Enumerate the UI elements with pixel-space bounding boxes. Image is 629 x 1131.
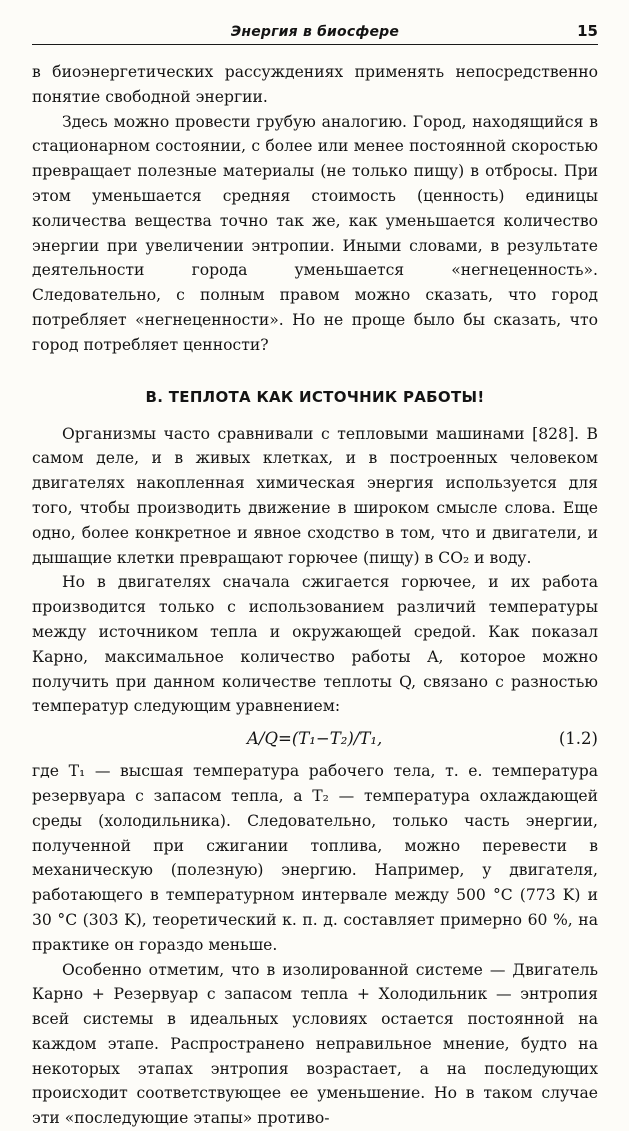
paragraph-temperatures: где T₁ — высшая температура рабочего тела, т. е. температура резервуара с запасом тепла, а T₂ — температура охлаждающей среды (холодильника). Следовательно, только часть энергии, полученной при сжигании топлива, можно перевести в механическую (полезную) энергию. Например, у двигателя, работающего в температурном интервале между 500 °C (773 K) и 30 °C (303 K), теоретический к. п. д. составляет примерно 60 %, на практике он гораздо меньше.: [32, 759, 598, 957]
running-header: [32, 18, 598, 45]
equation-1-2: [32, 723, 598, 755]
paragraph-heat-engines: Организмы часто сравнивали с тепловыми машинами [828]. В самом деле, и в живых клетках, и в построенных человеком двигателях накопленная химическая энергия используется для того, чтобы производить движение в широком смысле слова. Еще одно, более конкретное и явное сходство в том, что и двигатели, и дышащие клетки превращают горючее (пищу) в CO₂ и воду.: [32, 422, 598, 571]
paragraph-isolated-system: Особенно отметим, что в изолированной системе — Двигатель Карно + Резервуар с запасом тепла + Холодильник — энтропия всей системы в идеальных условиях остается постоянной на каждом этапе. Распространено неправильное мнение, будто на некоторых этапах энтропия возрастает, а на последующих происходит соответствующее ее уменьшение. Но в таком случае эти «последующие этапы» противо-: [32, 958, 598, 1131]
paragraph-carnot: Но в двигателях сначала сжигается горючее, и их работа производится только с использованием различий температуры между источником тепла и окружающей средой. Как показал Карно, максимальное количество работы A, которое можно получить при данном количестве теплоты Q, связано с разностью температур следующим уравнением:: [32, 570, 598, 719]
equation-number: (1.2): [559, 723, 598, 755]
running-title: Энергия в биосфере: [32, 24, 598, 40]
section-heading: В. ТЕПЛОТА КАК ИСТОЧНИК РАБОТЫ!: [32, 388, 598, 406]
paragraph-city-analogy: Здесь можно провести грубую аналогию. Город, находящийся в стационарном состоянии, с более или менее постоянной скоростью превращает полезные материалы (не только пищу) в отбросы. При этом уменьшается средняя стоимость (ценность) единицы количества вещества точно так же, как уменьшается количество энергии при увеличении энтропии. Иными словами, в результате деятельности города уменьшается «негнеценность». Следовательно, с полным правом можно сказать, что город потребляет «негнеценности». Но не проще было бы сказать, что город потребляет ценности?: [32, 110, 598, 358]
equation-formula: A/Q=(T₁−T₂)/T₁,: [247, 723, 382, 755]
page-number: 15: [577, 22, 598, 40]
paragraph-continued: в биоэнергетических рассуждениях применять непосредственно понятие свободной энергии.: [32, 60, 598, 110]
book-page: [32, 0, 598, 1000]
page-body: [32, 60, 598, 1131]
